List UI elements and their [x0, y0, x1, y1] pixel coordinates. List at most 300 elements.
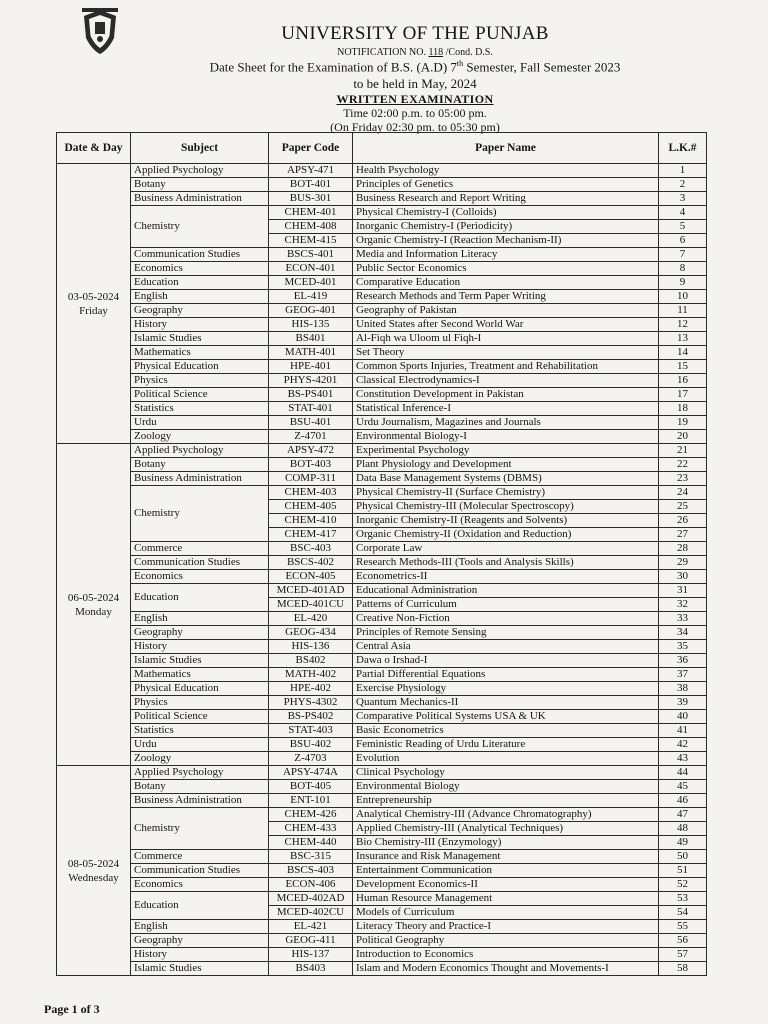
- paper-code-cell: MCED-401: [269, 276, 353, 290]
- lk-number-cell: 10: [659, 290, 707, 304]
- subject-cell: Physics: [131, 374, 269, 388]
- paper-code-cell: HIS-135: [269, 318, 353, 332]
- lk-number-cell: 13: [659, 332, 707, 346]
- lk-number-cell: 16: [659, 374, 707, 388]
- paper-code-cell: CHEM-417: [269, 528, 353, 542]
- subject-cell: Zoology: [131, 430, 269, 444]
- table-row: [57, 850, 707, 864]
- table-row: [57, 808, 707, 822]
- subject-cell: Business Administration: [131, 794, 269, 808]
- table-row: [57, 416, 707, 430]
- lk-number-cell: 3: [659, 192, 707, 206]
- lk-number-cell: 55: [659, 920, 707, 934]
- subject-cell: Political Science: [131, 710, 269, 724]
- lk-number-cell: 26: [659, 514, 707, 528]
- subject-cell: Business Administration: [131, 472, 269, 486]
- paper-code-cell: CHEM-426: [269, 808, 353, 822]
- paper-name-cell: Physical Chemistry-II (Surface Chemistry): [353, 486, 659, 500]
- subject-cell: History: [131, 640, 269, 654]
- subject-cell: Education: [131, 276, 269, 290]
- paper-code-cell: ENT-101: [269, 794, 353, 808]
- paper-code-cell: APSY-472: [269, 444, 353, 458]
- paper-code-cell: GEOG-401: [269, 304, 353, 318]
- paper-name-cell: Entertainment Communication: [353, 864, 659, 878]
- table-row: [57, 682, 707, 696]
- lk-number-cell: 46: [659, 794, 707, 808]
- table-row: [57, 318, 707, 332]
- paper-name-cell: Media and Information Literacy: [353, 248, 659, 262]
- lk-number-cell: 56: [659, 934, 707, 948]
- table-row: [57, 766, 707, 780]
- paper-name-cell: Health Psychology: [353, 164, 659, 178]
- lk-number-cell: 49: [659, 836, 707, 850]
- table-row: [57, 948, 707, 962]
- table-row: [57, 388, 707, 402]
- paper-name-cell: Principles of Genetics: [353, 178, 659, 192]
- lk-number-cell: 28: [659, 542, 707, 556]
- lk-number-cell: 2: [659, 178, 707, 192]
- table-body: [57, 164, 707, 976]
- column-header-paper-name: Paper Name: [353, 133, 659, 164]
- exam-day: Monday: [75, 605, 112, 618]
- subject-cell: Commerce: [131, 850, 269, 864]
- paper-code-cell: PHYS-4302: [269, 696, 353, 710]
- paper-code-cell: MATH-401: [269, 346, 353, 360]
- exam-period: to be held in May, 2024: [353, 75, 477, 91]
- exam-date-cell: [57, 766, 131, 976]
- exam-date: 06-05-2024: [67, 591, 120, 604]
- lk-number-cell: 40: [659, 710, 707, 724]
- subject-cell: Economics: [131, 878, 269, 892]
- table-row: [57, 276, 707, 290]
- subject-cell: Communication Studies: [131, 864, 269, 878]
- paper-name-cell: Public Sector Economics: [353, 262, 659, 276]
- paper-code-cell: BOT-405: [269, 780, 353, 794]
- paper-name-cell: Comparative Political Systems USA & UK: [353, 710, 659, 724]
- subject-cell: Botany: [131, 178, 269, 192]
- university-crest-icon: [78, 8, 122, 56]
- table-row: [57, 878, 707, 892]
- subject-cell: Islamic Studies: [131, 332, 269, 346]
- lk-number-cell: 15: [659, 360, 707, 374]
- subject-cell: Communication Studies: [131, 556, 269, 570]
- paper-name-cell: Bio Chemistry-III (Enzymology): [353, 836, 659, 850]
- subject-cell: Geography: [131, 626, 269, 640]
- table-row: [57, 864, 707, 878]
- paper-name-cell: Patterns of Curriculum: [353, 598, 659, 612]
- exam-date: 08-05-2024: [67, 857, 120, 870]
- paper-code-cell: BSCS-401: [269, 248, 353, 262]
- lk-number-cell: 27: [659, 528, 707, 542]
- paper-name-cell: Quantum Mechanics-II: [353, 696, 659, 710]
- paper-code-cell: ECON-406: [269, 878, 353, 892]
- subject-cell: Botany: [131, 458, 269, 472]
- paper-code-cell: HIS-137: [269, 948, 353, 962]
- lk-number-cell: 53: [659, 892, 707, 906]
- lk-number-cell: 23: [659, 472, 707, 486]
- lk-number-cell: 39: [659, 696, 707, 710]
- paper-name-cell: Insurance and Risk Management: [353, 850, 659, 864]
- paper-code-cell: BUS-301: [269, 192, 353, 206]
- exam-date-cell: [57, 164, 131, 444]
- table-row: [57, 178, 707, 192]
- paper-name-cell: Creative Non-Fiction: [353, 612, 659, 626]
- paper-name-cell: Geography of Pakistan: [353, 304, 659, 318]
- lk-number-cell: 24: [659, 486, 707, 500]
- paper-name-cell: Basic Econometrics: [353, 724, 659, 738]
- subject-cell: Geography: [131, 304, 269, 318]
- subject-cell: Chemistry: [131, 486, 269, 542]
- paper-code-cell: MCED-401AD: [269, 584, 353, 598]
- paper-code-cell: MCED-402AD: [269, 892, 353, 906]
- paper-code-cell: Z-4701: [269, 430, 353, 444]
- date-sheet-table: [56, 132, 707, 976]
- paper-code-cell: BS-PS402: [269, 710, 353, 724]
- table-row: [57, 710, 707, 724]
- subject-cell: Islamic Studies: [131, 962, 269, 976]
- lk-number-cell: 33: [659, 612, 707, 626]
- paper-name-cell: Development Economics-II: [353, 878, 659, 892]
- lk-number-cell: 18: [659, 402, 707, 416]
- subject-cell: Applied Psychology: [131, 164, 269, 178]
- paper-code-cell: MCED-402CU: [269, 906, 353, 920]
- paper-name-cell: Urdu Journalism, Magazines and Journals: [353, 416, 659, 430]
- paper-name-cell: Literacy Theory and Practice-I: [353, 920, 659, 934]
- subject-cell: Education: [131, 584, 269, 612]
- lk-number-cell: 45: [659, 780, 707, 794]
- paper-name-cell: Dawa o Irshad-I: [353, 654, 659, 668]
- paper-code-cell: PHYS-4201: [269, 374, 353, 388]
- exam-date-cell: [57, 444, 131, 766]
- paper-code-cell: BOT-401: [269, 178, 353, 192]
- table-row: [57, 542, 707, 556]
- lk-number-cell: 9: [659, 276, 707, 290]
- paper-name-cell: Set Theory: [353, 346, 659, 360]
- lk-number-cell: 35: [659, 640, 707, 654]
- subject-cell: Mathematics: [131, 668, 269, 682]
- paper-name-cell: Organic Chemistry-II (Oxidation and Reduction): [353, 528, 659, 542]
- paper-code-cell: CHEM-433: [269, 822, 353, 836]
- lk-number-cell: 50: [659, 850, 707, 864]
- paper-code-cell: APSY-471: [269, 164, 353, 178]
- table-row: [57, 724, 707, 738]
- table-row: [57, 192, 707, 206]
- lk-number-cell: 6: [659, 234, 707, 248]
- table-row: [57, 962, 707, 976]
- paper-code-cell: BS-PS401: [269, 388, 353, 402]
- paper-name-cell: Comparative Education: [353, 276, 659, 290]
- paper-name-cell: Political Geography: [353, 934, 659, 948]
- subject-cell: Urdu: [131, 416, 269, 430]
- paper-code-cell: EL-420: [269, 612, 353, 626]
- paper-name-cell: Corporate Law: [353, 542, 659, 556]
- exam-day: Friday: [79, 304, 108, 317]
- lk-number-cell: 54: [659, 906, 707, 920]
- table-row: [57, 584, 707, 598]
- lk-number-cell: 5: [659, 220, 707, 234]
- page-number: Page 1 of 3: [44, 1002, 100, 1016]
- paper-name-cell: Clinical Psychology: [353, 766, 659, 780]
- table-row: [57, 472, 707, 486]
- lk-number-cell: 48: [659, 822, 707, 836]
- lk-number-cell: 29: [659, 556, 707, 570]
- lk-number-cell: 57: [659, 948, 707, 962]
- paper-code-cell: CHEM-415: [269, 234, 353, 248]
- paper-code-cell: ECON-401: [269, 262, 353, 276]
- table-row: [57, 444, 707, 458]
- table-header-row: [57, 133, 707, 164]
- paper-name-cell: Econometrics-II: [353, 570, 659, 584]
- lk-number-cell: 30: [659, 570, 707, 584]
- paper-code-cell: EL-419: [269, 290, 353, 304]
- document-header: [150, 0, 680, 134]
- lk-number-cell: 32: [659, 598, 707, 612]
- table-row: [57, 164, 707, 178]
- paper-code-cell: BOT-403: [269, 458, 353, 472]
- subject-cell: Chemistry: [131, 206, 269, 248]
- column-header-date: Date & Day: [57, 133, 131, 164]
- exam-day: Wednesday: [68, 871, 119, 884]
- table-row: [57, 920, 707, 934]
- paper-name-cell: Central Asia: [353, 640, 659, 654]
- lk-number-cell: 36: [659, 654, 707, 668]
- datesheet-title: Date Sheet for the Examination of B.S. (A.D) 7th Semester, Fall Semester 2023: [209, 58, 621, 75]
- subject-cell: Physics: [131, 696, 269, 710]
- table-row: [57, 794, 707, 808]
- table-row: [57, 654, 707, 668]
- exam-time: Time 02:00 p.m. to 05:00 pm.: [343, 106, 487, 120]
- paper-name-cell: Inorganic Chemistry-II (Reagents and Solvents): [353, 514, 659, 528]
- subject-cell: History: [131, 948, 269, 962]
- paper-name-cell: Common Sports Injuries, Treatment and Rehabilitation: [353, 360, 659, 374]
- exam-date: 03-05-2024: [67, 290, 120, 303]
- paper-code-cell: CHEM-401: [269, 206, 353, 220]
- lk-number-cell: 7: [659, 248, 707, 262]
- paper-name-cell: Physical Chemistry-III (Molecular Spectroscopy): [353, 500, 659, 514]
- table-row: [57, 248, 707, 262]
- lk-number-cell: 17: [659, 388, 707, 402]
- paper-name-cell: Research Methods-III (Tools and Analysis Skills): [353, 556, 659, 570]
- table-row: [57, 780, 707, 794]
- subject-cell: Business Administration: [131, 192, 269, 206]
- paper-code-cell: BS403: [269, 962, 353, 976]
- lk-number-cell: 14: [659, 346, 707, 360]
- lk-number-cell: 25: [659, 500, 707, 514]
- friday-exam-time: (On Friday 02:30 pm. to 05:30 pm): [330, 120, 500, 135]
- table-row: [57, 668, 707, 682]
- paper-code-cell: BS402: [269, 654, 353, 668]
- paper-name-cell: Physical Chemistry-I (Colloids): [353, 206, 659, 220]
- subject-cell: Applied Psychology: [131, 766, 269, 780]
- university-title: UNIVERSITY OF THE PUNJAB: [281, 23, 549, 44]
- paper-code-cell: ECON-405: [269, 570, 353, 584]
- column-header-paper-code: Paper Code: [269, 133, 353, 164]
- paper-code-cell: COMP-311: [269, 472, 353, 486]
- subject-cell: Commerce: [131, 542, 269, 556]
- paper-name-cell: Principles of Remote Sensing: [353, 626, 659, 640]
- subject-cell: Statistics: [131, 402, 269, 416]
- paper-name-cell: Entrepreneurship: [353, 794, 659, 808]
- table-row: [57, 612, 707, 626]
- table-row: [57, 430, 707, 444]
- table-row: [57, 374, 707, 388]
- lk-number-cell: 43: [659, 752, 707, 766]
- subject-cell: Urdu: [131, 738, 269, 752]
- lk-number-cell: 47: [659, 808, 707, 822]
- column-header-subject: Subject: [131, 133, 269, 164]
- subject-cell: Education: [131, 892, 269, 920]
- subject-cell: Chemistry: [131, 808, 269, 850]
- subject-cell: Botany: [131, 780, 269, 794]
- paper-code-cell: BSC-315: [269, 850, 353, 864]
- paper-code-cell: STAT-403: [269, 724, 353, 738]
- paper-name-cell: Evolution: [353, 752, 659, 766]
- table-row: [57, 752, 707, 766]
- lk-number-cell: 1: [659, 164, 707, 178]
- subject-cell: Zoology: [131, 752, 269, 766]
- lk-number-cell: 20: [659, 430, 707, 444]
- lk-number-cell: 34: [659, 626, 707, 640]
- table-row: [57, 486, 707, 500]
- lk-number-cell: 21: [659, 444, 707, 458]
- notification-number: 118: [428, 46, 444, 58]
- written-examination-heading: WRITTEN EXAMINATION: [336, 91, 494, 106]
- subject-cell: Islamic Studies: [131, 654, 269, 668]
- subject-cell: English: [131, 920, 269, 934]
- paper-name-cell: Analytical Chemistry-III (Advance Chromatography): [353, 808, 659, 822]
- subject-cell: English: [131, 612, 269, 626]
- lk-number-cell: 37: [659, 668, 707, 682]
- table-row: [57, 556, 707, 570]
- paper-code-cell: MCED-401CU: [269, 598, 353, 612]
- paper-code-cell: CHEM-408: [269, 220, 353, 234]
- paper-code-cell: APSY-474A: [269, 766, 353, 780]
- paper-name-cell: Introduction to Economics: [353, 948, 659, 962]
- paper-name-cell: Inorganic Chemistry-I (Periodicity): [353, 220, 659, 234]
- table-row: [57, 346, 707, 360]
- paper-code-cell: BS401: [269, 332, 353, 346]
- paper-name-cell: United States after Second World War: [353, 318, 659, 332]
- paper-code-cell: HPE-402: [269, 682, 353, 696]
- subject-cell: Economics: [131, 570, 269, 584]
- lk-number-cell: 52: [659, 878, 707, 892]
- paper-code-cell: HPE-401: [269, 360, 353, 374]
- table-row: [57, 206, 707, 220]
- lk-number-cell: 11: [659, 304, 707, 318]
- table-row: [57, 934, 707, 948]
- table-row: [57, 738, 707, 752]
- paper-name-cell: Exercise Physiology: [353, 682, 659, 696]
- paper-code-cell: BSCS-403: [269, 864, 353, 878]
- subject-cell: Physical Education: [131, 682, 269, 696]
- table-row: [57, 290, 707, 304]
- paper-name-cell: Applied Chemistry-III (Analytical Techniques): [353, 822, 659, 836]
- paper-name-cell: Plant Physiology and Development: [353, 458, 659, 472]
- column-header-lk: L.K.#: [659, 133, 707, 164]
- paper-name-cell: Statistical Inference-I: [353, 402, 659, 416]
- paper-code-cell: CHEM-403: [269, 486, 353, 500]
- subject-cell: Statistics: [131, 724, 269, 738]
- table-row: [57, 332, 707, 346]
- paper-name-cell: Experimental Psychology: [353, 444, 659, 458]
- subject-cell: English: [131, 290, 269, 304]
- paper-code-cell: HIS-136: [269, 640, 353, 654]
- subject-cell: Economics: [131, 262, 269, 276]
- lk-number-cell: 12: [659, 318, 707, 332]
- table-row: [57, 262, 707, 276]
- paper-name-cell: Classical Electrodynamics-I: [353, 374, 659, 388]
- paper-code-cell: CHEM-410: [269, 514, 353, 528]
- paper-name-cell: Organic Chemistry-I (Reaction Mechanism-II): [353, 234, 659, 248]
- table-row: [57, 640, 707, 654]
- paper-code-cell: BSU-401: [269, 416, 353, 430]
- lk-number-cell: 58: [659, 962, 707, 976]
- paper-name-cell: Partial Differential Equations: [353, 668, 659, 682]
- lk-number-cell: 19: [659, 416, 707, 430]
- paper-code-cell: GEOG-434: [269, 626, 353, 640]
- paper-code-cell: GEOG-411: [269, 934, 353, 948]
- lk-number-cell: 31: [659, 584, 707, 598]
- subject-cell: Applied Psychology: [131, 444, 269, 458]
- paper-name-cell: Data Base Management Systems (DBMS): [353, 472, 659, 486]
- paper-name-cell: Feministic Reading of Urdu Literature: [353, 738, 659, 752]
- paper-code-cell: Z-4703: [269, 752, 353, 766]
- paper-name-cell: Models of Curriculum: [353, 906, 659, 920]
- subject-cell: History: [131, 318, 269, 332]
- paper-code-cell: BSU-402: [269, 738, 353, 752]
- paper-code-cell: BSC-403: [269, 542, 353, 556]
- table-row: [57, 402, 707, 416]
- lk-number-cell: 41: [659, 724, 707, 738]
- table-row: [57, 360, 707, 374]
- paper-name-cell: Research Methods and Term Paper Writing: [353, 290, 659, 304]
- subject-cell: Political Science: [131, 388, 269, 402]
- subject-cell: Geography: [131, 934, 269, 948]
- subject-cell: Physical Education: [131, 360, 269, 374]
- lk-number-cell: 44: [659, 766, 707, 780]
- paper-name-cell: Al-Fiqh wa Uloom ul Fiqh-I: [353, 332, 659, 346]
- table-row: [57, 304, 707, 318]
- table-row: [57, 696, 707, 710]
- table-row: [57, 892, 707, 906]
- subject-cell: Communication Studies: [131, 248, 269, 262]
- paper-code-cell: EL-421: [269, 920, 353, 934]
- notification-line: NOTIFICATION NO. 118 /Cond. D.S.: [337, 46, 493, 58]
- paper-name-cell: Environmental Biology-I: [353, 430, 659, 444]
- paper-code-cell: CHEM-405: [269, 500, 353, 514]
- lk-number-cell: 22: [659, 458, 707, 472]
- lk-number-cell: 42: [659, 738, 707, 752]
- lk-number-cell: 51: [659, 864, 707, 878]
- table-row: [57, 570, 707, 584]
- paper-name-cell: Islam and Modern Economics Thought and Movements-I: [353, 962, 659, 976]
- paper-code-cell: BSCS-402: [269, 556, 353, 570]
- paper-code-cell: STAT-401: [269, 402, 353, 416]
- table-row: [57, 458, 707, 472]
- table-row: [57, 626, 707, 640]
- paper-code-cell: MATH-402: [269, 668, 353, 682]
- lk-number-cell: 8: [659, 262, 707, 276]
- lk-number-cell: 38: [659, 682, 707, 696]
- paper-name-cell: Human Resource Management: [353, 892, 659, 906]
- lk-number-cell: 4: [659, 206, 707, 220]
- subject-cell: Mathematics: [131, 346, 269, 360]
- paper-code-cell: CHEM-440: [269, 836, 353, 850]
- paper-name-cell: Constitution Development in Pakistan: [353, 388, 659, 402]
- paper-name-cell: Educational Administration: [353, 584, 659, 598]
- paper-name-cell: Environmental Biology: [353, 780, 659, 794]
- paper-name-cell: Business Research and Report Writing: [353, 192, 659, 206]
